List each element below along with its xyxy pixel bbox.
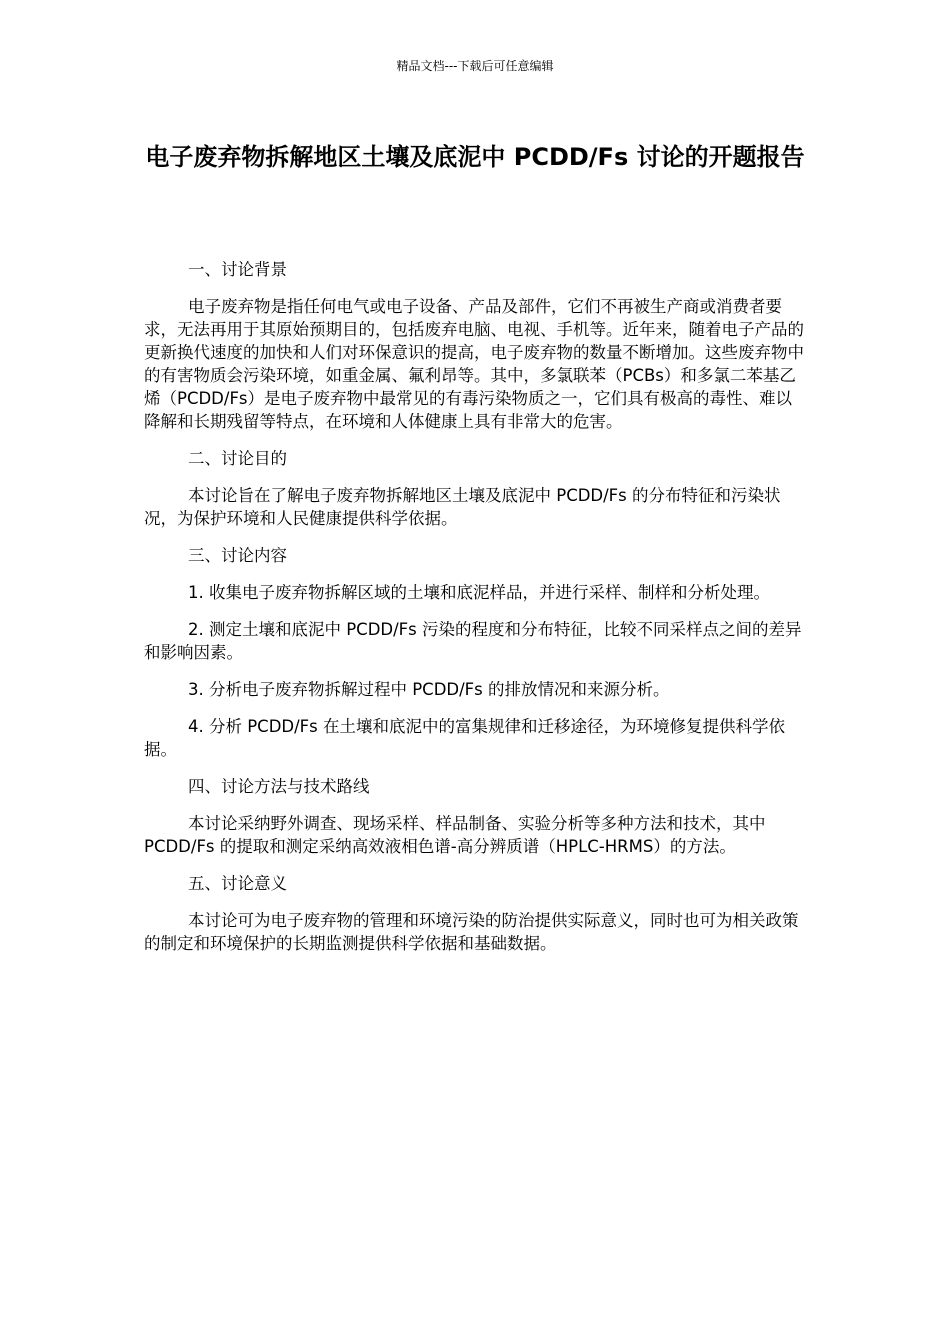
list-item-content-2: 2. 测定土壤和底泥中 PCDD/Fs 污染的程度和分布特征，比较不同采样点之间的差异和影响因素。 [144, 620, 802, 662]
list-item-content-4: 4. 分析 PCDD/Fs 在土壤和底泥中的富集规律和迁移途径，为环境修复提供科学依据。 [144, 717, 786, 759]
section-heading-content: 三、讨论内容 [188, 546, 287, 565]
paragraph-significance: 本讨论可为电子废弃物的管理和环境污染的防治提供实际意义，同时也可为相关政策的制定和环境保护的长期监测提供科学依据和基础数据。 [144, 911, 799, 953]
section-heading-significance: 五、讨论意义 [188, 874, 287, 893]
paragraph-methods: 本讨论采纳野外调查、现场采样、样品制备、实验分析等多种方法和技术，其中 PCDD/Fs 的提取和测定采纳高效液相色谱-高分辨质谱（HPLC-HRMS）的方法。 [144, 814, 766, 856]
document-body [144, 258, 806, 969]
section-heading-purpose: 二、讨论目的 [188, 449, 287, 468]
document-title: 电子废弃物拆解地区土壤及底泥中 PCDD/Fs 讨论的开题报告 [145, 143, 805, 171]
section-heading-background: 一、讨论背景 [188, 260, 287, 279]
paragraph-background: 电子废弃物是指任何电气或电子设备、产品及部件，它们不再被生产商或消费者要求，无法再用于其原始预期目的，包括废弃电脑、电视、手机等。近年来，随着电子产品的更新换代速度的加快和人们对环保意识的提高，电子废弃物的数量不断增加。这些废弃物中的有害物质会污染环境，如重金属、氟利昂等。其中，多氯联苯（PCBs）和多氯二苯基乙烯（PCDD/Fs）是电子废弃物中最常见的有毒污染物质之一，它们具有极高的毒性、难以降解和长期残留等特点，在环境和人体健康上具有非常大的危害。 [144, 297, 804, 431]
header-note: 精品文档---下载后可任意编辑 [396, 59, 554, 73]
list-item-content-1: 1. 收集电子废弃物拆解区域的土壤和底泥样品，并进行采样、制样和分析处理。 [188, 583, 770, 602]
paragraph-purpose: 本讨论旨在了解电子废弃物拆解地区土壤及底泥中 PCDD/Fs 的分布特征和污染状况，为保护环境和人民健康提供科学依据。 [144, 486, 781, 528]
section-heading-methods: 四、讨论方法与技术路线 [188, 777, 370, 796]
list-item-content-3: 3. 分析电子废弃物拆解过程中 PCDD/Fs 的排放情况和来源分析。 [188, 680, 670, 699]
